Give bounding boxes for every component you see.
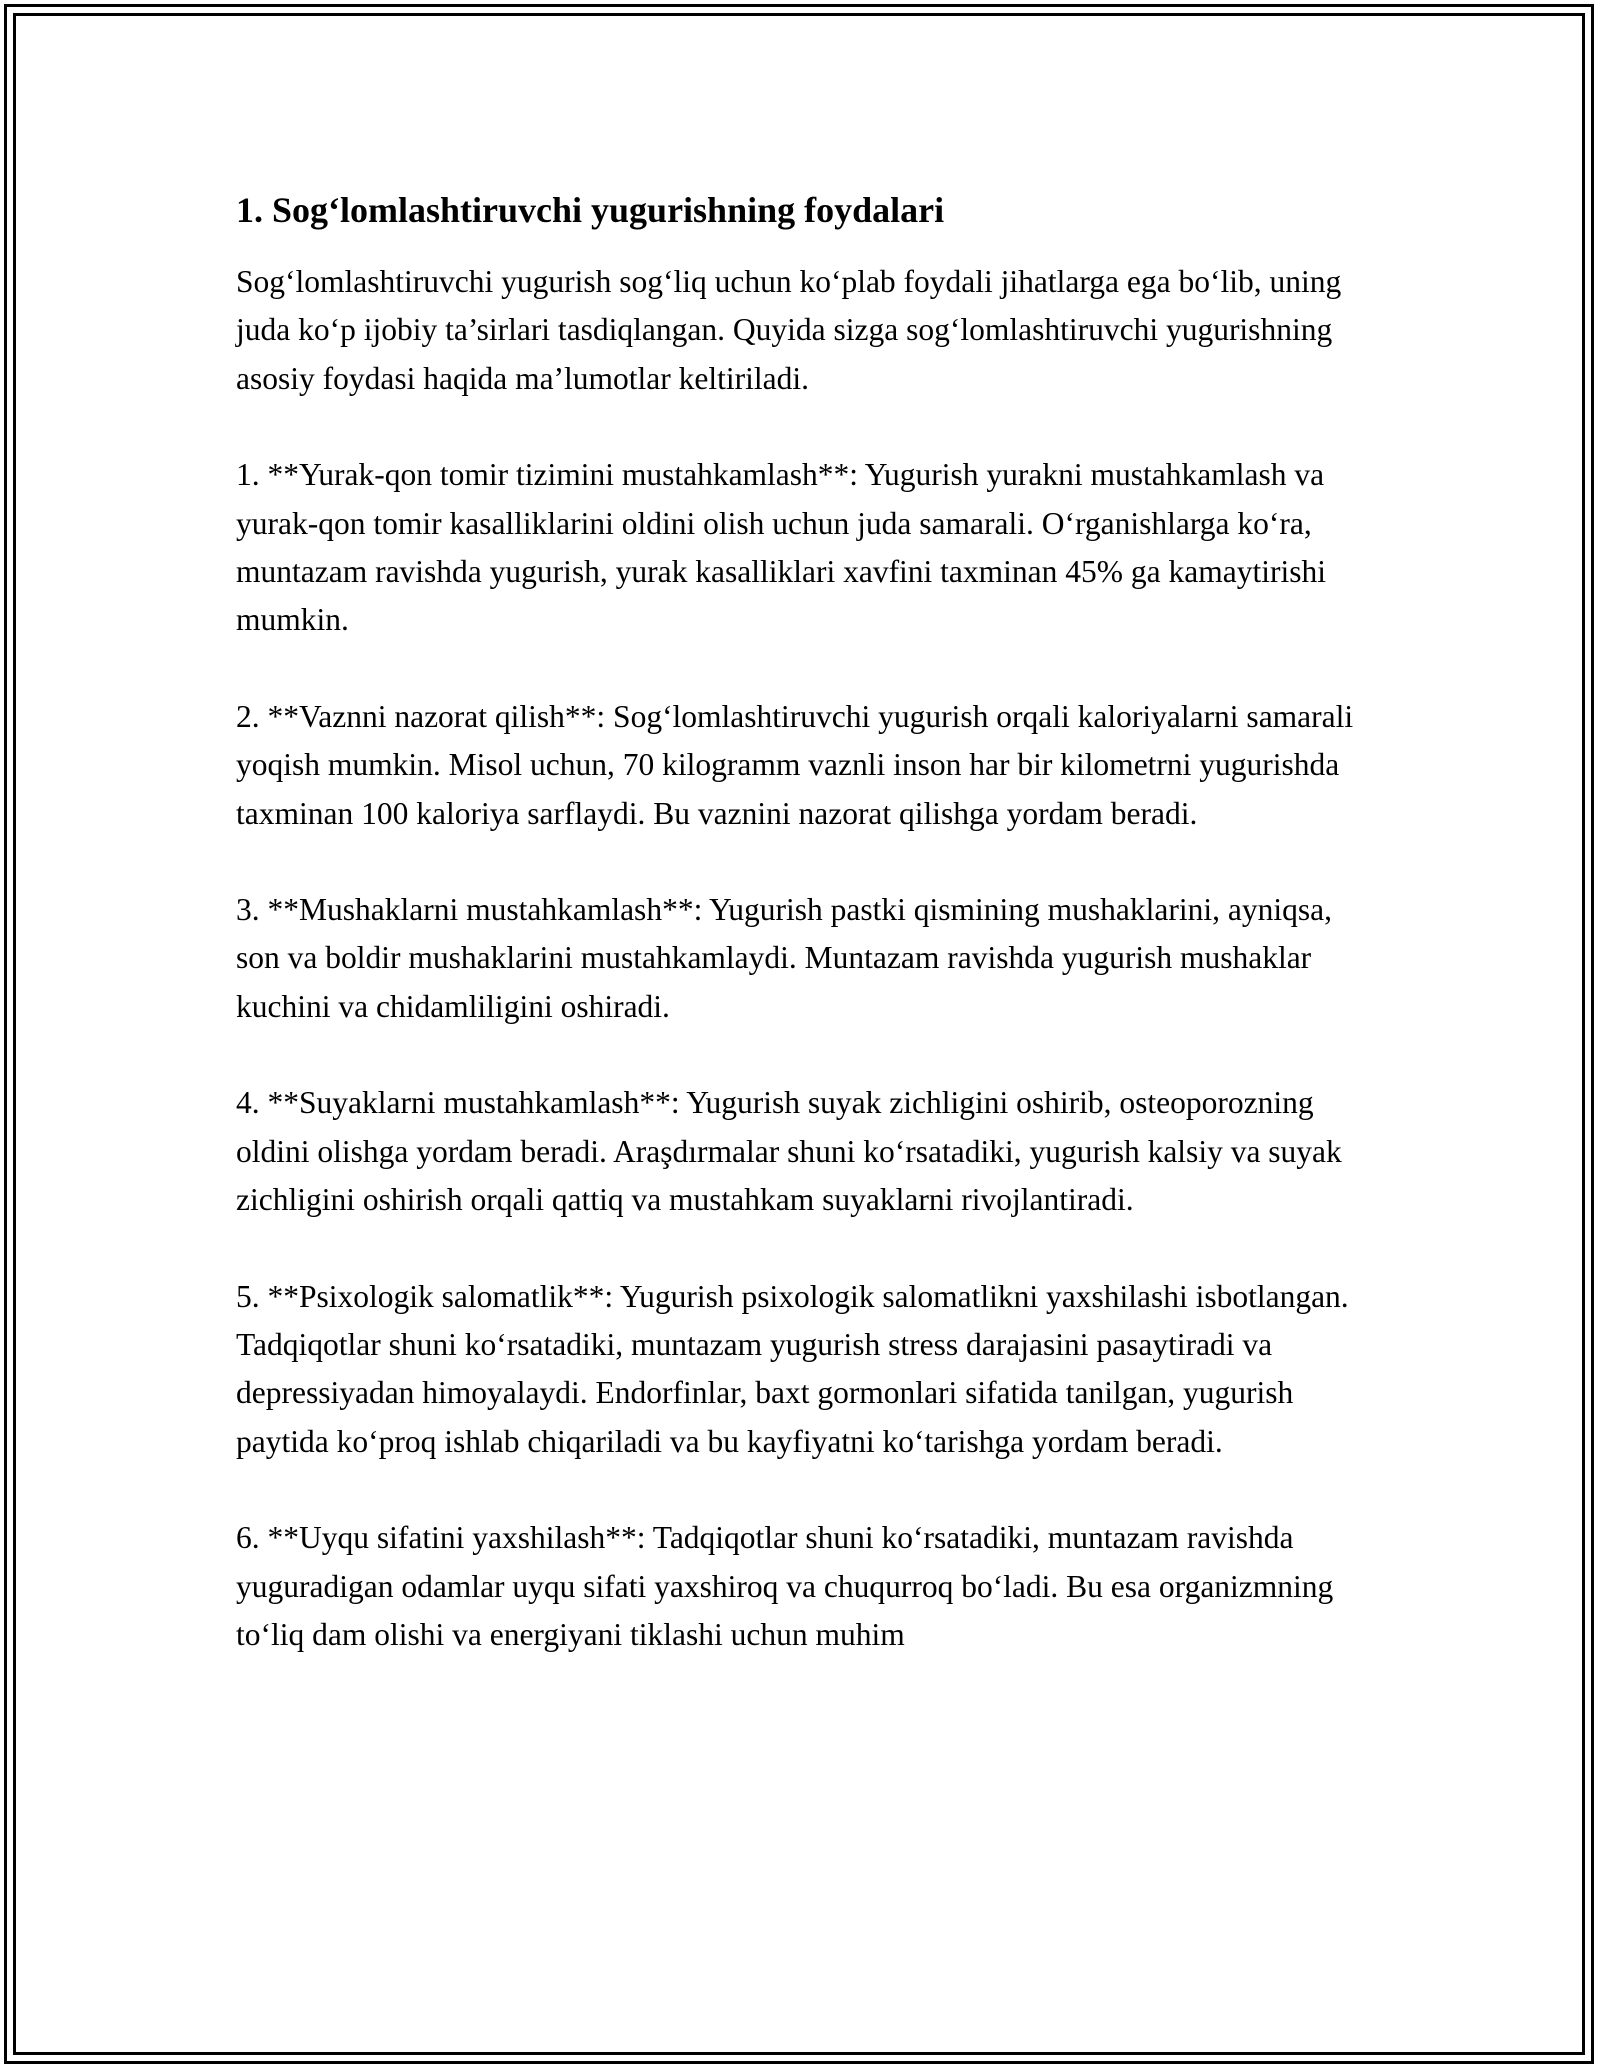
benefit-paragraph-3: 3. **Mushaklarni mustahkamlash**: Yugurish pastki qismining mushaklarini, ayniqsa, son va boldir mushaklarini mustahkamlaydi. Muntazam ravishda yugurish mushaklar kuchini va chidamliligini oshiradi. bbox=[236, 892, 1332, 1024]
benefit-paragraph-1: 1. **Yurak-qon tomir tizimini mustahkamlash**: Yugurish yurakni mustahkamlash va yurak-qon tomir kasalliklarini oldini olish uchun juda samarali. O‘rganishlarga ko‘ra, muntazam ravishda yugurish, yurak kasalliklari xavfini taxminan 45% ga kamaytirishi mumkin. bbox=[236, 457, 1326, 638]
benefit-paragraph-2: 2. **Vaznni nazorat qilish**: Sog‘lomlashtiruvchi yugurish orqali kaloriyalarni samarali yoqish mumkin. Misol uchun, 70 kilogramm vaznli inson har bir kilometrni yugurishda taxminan 100 kaloriya sarflaydi. Bu vaznini nazorat qilishga yordam beradi. bbox=[236, 698, 1354, 831]
benefit-paragraph-4: 4. **Suyaklarni mustahkamlash**: Yugurish suyak zichligini oshirib, osteoporozning oldini olishga yordam beradi. Araşdırmalar shuni ko‘rsatadiki, yugurish kalsiy va suyak zichligini oshirish orqali qattiq va mustahkam suyaklarni rivojlantiradi. bbox=[236, 1085, 1342, 1218]
document-body bbox=[236, 186, 1366, 1659]
intro-paragraph: Sog‘lomlashtiruvchi yugurish sog‘liq uchun ko‘plab foydali jihatlarga ega bo‘lib, uning juda ko‘p ijobiy ta’sirlari tasdiqlangan. Quyida sizga sog‘lomlashtiruvchi yugurishning asosiy foydasi haqida ma’lumotlar keltiriladi. bbox=[236, 264, 1342, 396]
benefit-paragraph-6: 6. **Uyqu sifatini yaxshilash**: Tadqiqotlar shuni ko‘rsatadiki, muntazam ravishda yuguradigan odamlar uyqu sifati yaxshiroq va chuqurroq bo‘ladi. Bu esa organizmning to‘liq dam olishi va energiyani tiklashi uchun muhim bbox=[236, 1520, 1334, 1652]
section-heading: 1. Sog‘lomlashtiruvchi yugurishning foydalari bbox=[236, 190, 945, 230]
benefit-paragraph-5: 5. **Psixologik salomatlik**: Yugurish psixologik salomatlikni yaxshilashi isbotlangan. Tadqiqotlar shuni ko‘rsatadiki, muntazam yugurish stress darajasini pasaytiradi va depressiyadan himoyalaydi. Endorfinlar, baxt gormonlari sifatida tanilgan, yugurish paytida ko‘proq ishlab chiqariladi va bu kayfiyatni ko‘tarishga yordam beradi. bbox=[236, 1278, 1349, 1459]
